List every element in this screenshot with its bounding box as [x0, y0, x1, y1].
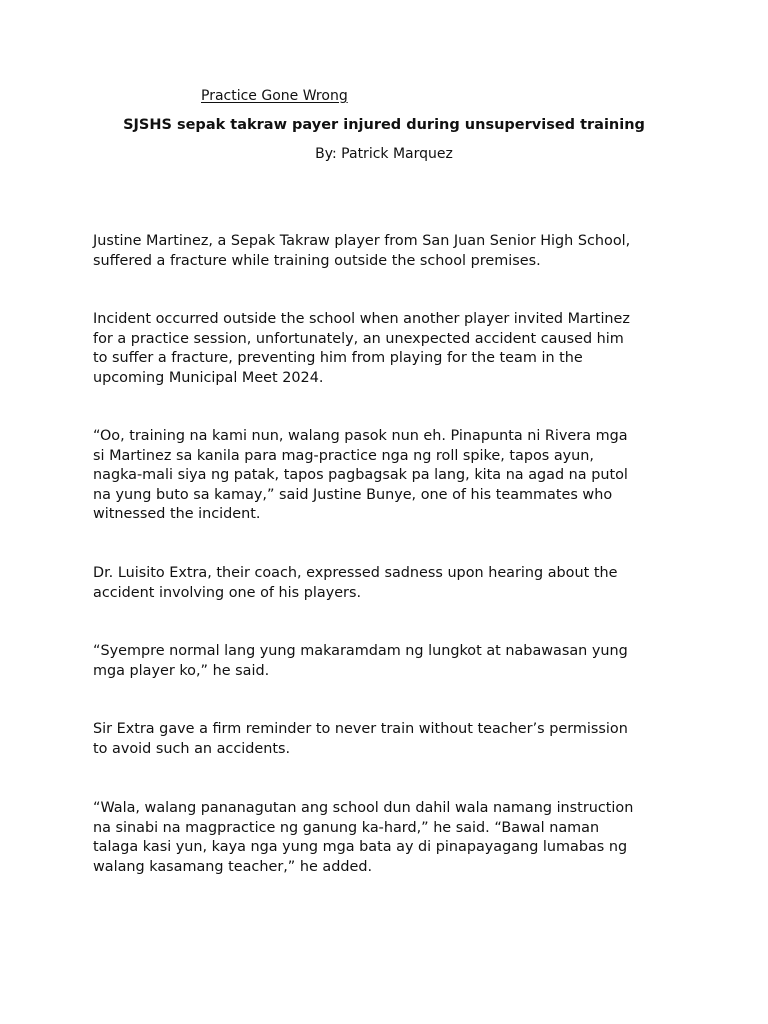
paragraph-4: Dr. Luisito Extra, their coach, expressed sadness upon hearing about the accident involving one of his players.	[93, 565, 618, 601]
paragraph-6: Sir Extra gave a firm reminder to never train without teacher’s permission to avoid such an accidents.	[93, 721, 628, 757]
article-kicker: Practice Gone Wrong	[201, 88, 348, 104]
article-byline: By: Patrick Marquez	[315, 146, 453, 162]
paragraph-5: “Syempre normal lang yung makaramdam ng lungkot at nabawasan yung mga player ko,” he said.	[93, 643, 628, 679]
paragraph-2: Incident occurred outside the school when another player invited Martinez for a practice session, unfortunately, an unexpected accident caused him to suffer a fracture, preventing him from playing for the team in the upcoming Municipal Meet 2024.	[93, 311, 630, 386]
paragraph-1: Justine Martinez, a Sepak Takraw player from San Juan Senior High School, suffered a fracture while training outside the school premises.	[93, 233, 631, 269]
article-headline: SJSHS sepak takraw payer injured during unsupervised training	[123, 117, 645, 133]
paragraph-7: “Wala, walang pananagutan ang school dun dahil wala namang instruction na sinabi na magpractice ng ganung ka-hard,” he said. “Bawal naman talaga kasi yun, kaya nga yung mga bata ay di pinapayagang lumabas ng walang kasamang teacher,” he added.	[93, 800, 634, 875]
paragraph-3: “Oo, training na kami nun, walang pasok nun eh. Pinapunta ni Rivera mga si Martinez sa kanila para mag-practice nga ng roll spike, tapos ayun, nagka-mali siya ng patak, tapos pagbagsak pa lang, kita na agad na putol na yung buto sa kamay,” said Justine Bunye, one of his teammates who witnessed the incident.	[93, 428, 628, 523]
